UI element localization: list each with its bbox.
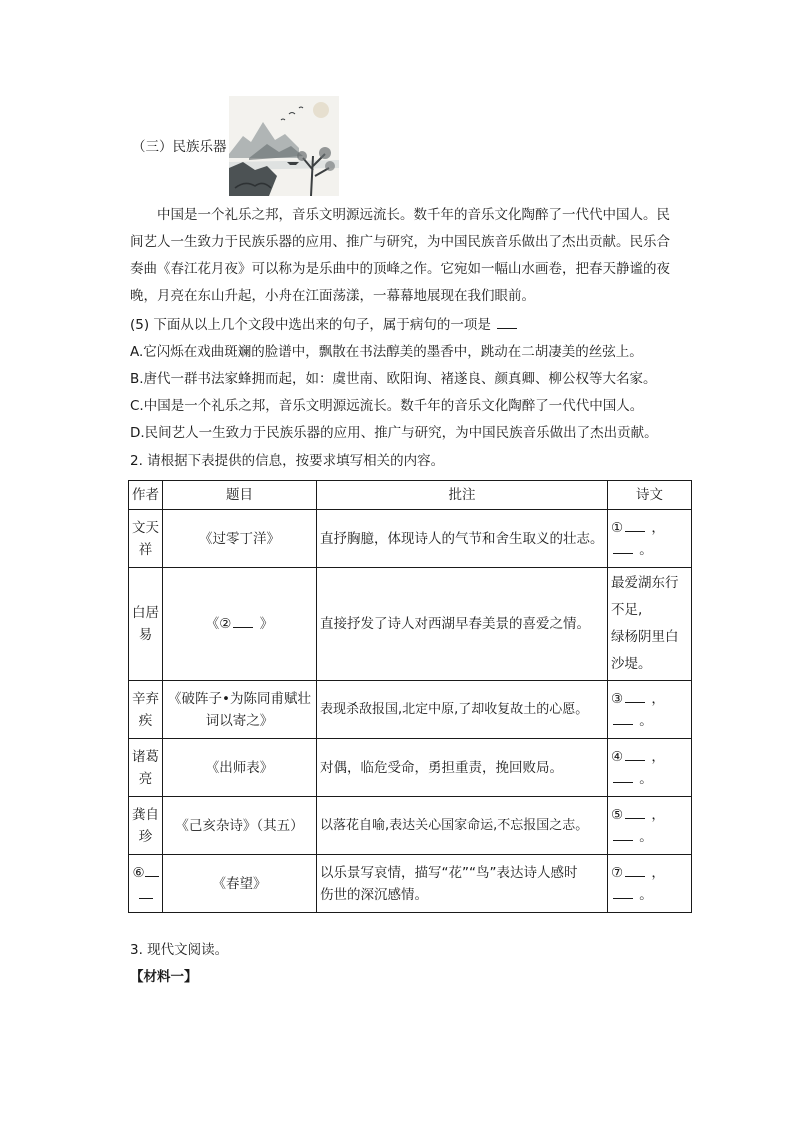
table-row	[129, 681, 692, 739]
paragraph-line-2: 间艺人一生致力于民族乐器的应用、推广与研究，为中国民族音乐做出了杰出贡献。民乐合	[130, 234, 670, 250]
answer-blank[interactable]	[613, 828, 633, 841]
poem-line: 最爱湖东行	[611, 575, 679, 591]
author-part: 珍	[138, 828, 153, 845]
title-cell: 《过零丁洋》	[163, 510, 317, 568]
title-cell	[163, 681, 317, 739]
author-part: 祥	[138, 541, 153, 558]
author-part: 辛弃	[132, 690, 159, 707]
poem-punct: ，	[651, 748, 665, 765]
answer-blank[interactable]	[613, 712, 633, 725]
author-part: 白居	[132, 605, 159, 621]
poem-punct: 。	[639, 886, 653, 903]
blank-number: ⑤	[611, 806, 624, 823]
header-author: 作者	[129, 481, 163, 510]
option-d: D.民间艺人一生致力于民族乐器的应用、推广与研究，为中国民族音乐做出了杰出贡献。	[130, 425, 658, 441]
answer-blank[interactable]	[145, 864, 159, 877]
question5-stem	[130, 315, 519, 335]
title-part: 《破阵子•为陈同甫赋壮	[168, 690, 311, 707]
table-header-row	[129, 481, 692, 510]
landscape-painting	[229, 96, 339, 196]
title-cell	[163, 568, 317, 681]
author-part: 诸葛	[132, 748, 159, 765]
note-line: 以乐景写哀情，描写“花”“鸟”表达诗人感时	[320, 864, 578, 881]
title-part: 》	[259, 616, 274, 632]
table-row	[129, 797, 692, 855]
poem-line: 绿杨阴里白	[611, 629, 679, 645]
note-cell	[317, 855, 608, 913]
note-cell: 对偶，临危受命，勇担重责，挽回败局。	[317, 739, 608, 797]
poem-line: 不足,	[611, 602, 643, 618]
poem-cell	[608, 681, 692, 739]
answer-blank[interactable]	[233, 615, 253, 628]
answer-blank[interactable]	[497, 316, 517, 329]
table-row	[129, 510, 692, 568]
note-cell: 直接抒发了诗人对西湖早春美景的喜爱之情。	[317, 568, 608, 681]
paragraph-line-1: 中国是一个礼乐之邦，音乐文明源远流长。数千年的音乐文化陶醉了一代代中国人。民	[157, 207, 670, 223]
answer-blank[interactable]	[613, 770, 633, 783]
author-part: 亮	[138, 770, 153, 787]
answer-blank[interactable]	[613, 541, 633, 554]
answer-blank[interactable]	[625, 864, 645, 877]
blank-number: ⑥	[132, 864, 145, 881]
author-cell	[129, 568, 163, 681]
author-part: 易	[138, 627, 153, 643]
question3-stem: 3. 现代文阅读。	[130, 942, 229, 958]
poem-punct: ，	[651, 806, 665, 823]
blank-number: ③	[611, 690, 624, 707]
answer-blank[interactable]	[625, 690, 645, 703]
author-cell	[129, 510, 163, 568]
author-part: 疾	[138, 712, 153, 729]
answer-blank[interactable]	[613, 886, 633, 899]
poem-punct: 。	[639, 712, 653, 729]
option-c: C.中国是一个礼乐之邦，音乐文明源远流长。数千年的音乐文化陶醉了一代代中国人。	[130, 398, 644, 414]
poem-punct: 。	[639, 541, 653, 558]
title-cell: 《春望》	[163, 855, 317, 913]
answer-blank[interactable]	[625, 748, 645, 761]
title-cell: 《出师表》	[163, 739, 317, 797]
blank-number: ①	[611, 519, 624, 536]
header-title: 题目	[163, 481, 317, 510]
blank-number: ④	[611, 748, 624, 765]
poem-punct: ，	[651, 864, 665, 881]
poem-punct: 。	[639, 770, 653, 787]
blank-number: ⑦	[611, 864, 624, 881]
poem-line: 沙堤。	[611, 656, 652, 672]
title-cell: 《己亥杂诗》（其五）	[163, 797, 317, 855]
author-cell	[129, 855, 163, 913]
poem-cell	[608, 510, 692, 568]
header-note: 批注	[317, 481, 608, 510]
table-row	[129, 739, 692, 797]
note-cell: 表现杀敌报国,北定中原,了却收复故土的心愿。	[317, 681, 608, 739]
note-cell: 以落花自喻,表达关心国家命运,不忘报国之志。	[317, 797, 608, 855]
author-cell	[129, 797, 163, 855]
answer-blank[interactable]	[625, 806, 645, 819]
paragraph-line-3: 奏曲《春江花月夜》可以称为是乐曲中的顶峰之作。它宛如一幅山水画卷，把春天静谧的夜	[130, 261, 670, 277]
poem-table	[128, 480, 692, 913]
table-row	[129, 568, 692, 681]
question5-stem-text: (5) 下面从以上几个文段中选出来的句子，属于病句的一项是	[130, 317, 491, 333]
note-cell: 直抒胸臆，体现诗人的气节和舍生取义的壮志。	[317, 510, 608, 568]
author-part: 龚自	[132, 806, 159, 823]
title-part: 词以寄之》	[205, 712, 274, 729]
author-part: 文天	[132, 519, 159, 536]
poem-cell	[608, 855, 692, 913]
poem-cell	[608, 797, 692, 855]
author-cell	[129, 739, 163, 797]
paragraph-line-4: 晚，月亮在东山升起，小舟在江面荡漾，一幕幕地展现在我们眼前。	[130, 288, 535, 304]
poem-cell	[608, 568, 692, 681]
option-a: A.它闪烁在戏曲斑斓的脸谱中，飘散在书法醇美的墨香中，跳动在二胡凄美的丝弦上。	[130, 344, 643, 360]
question2-stem: 2. 请根据下表提供的信息，按要求填写相关的内容。	[130, 453, 445, 469]
answer-blank[interactable]	[625, 519, 645, 532]
poem-punct: ，	[651, 690, 665, 707]
poem-punct: 。	[639, 828, 653, 845]
material-heading: 【材料一】	[130, 969, 198, 985]
answer-blank[interactable]	[139, 886, 153, 899]
author-cell	[129, 681, 163, 739]
poem-punct: ，	[651, 519, 665, 536]
section-heading: （三）民族乐器	[132, 139, 227, 155]
header-poem: 诗文	[608, 481, 692, 510]
poem-cell	[608, 739, 692, 797]
option-b: B.唐代一群书法家蜂拥而起，如：虞世南、欧阳询、褚遂良、颜真卿、柳公权等大名家。	[130, 371, 657, 387]
title-part: 《②	[205, 616, 232, 632]
table-row	[129, 855, 692, 913]
note-line: 伤世的深沉感情。	[320, 886, 428, 903]
